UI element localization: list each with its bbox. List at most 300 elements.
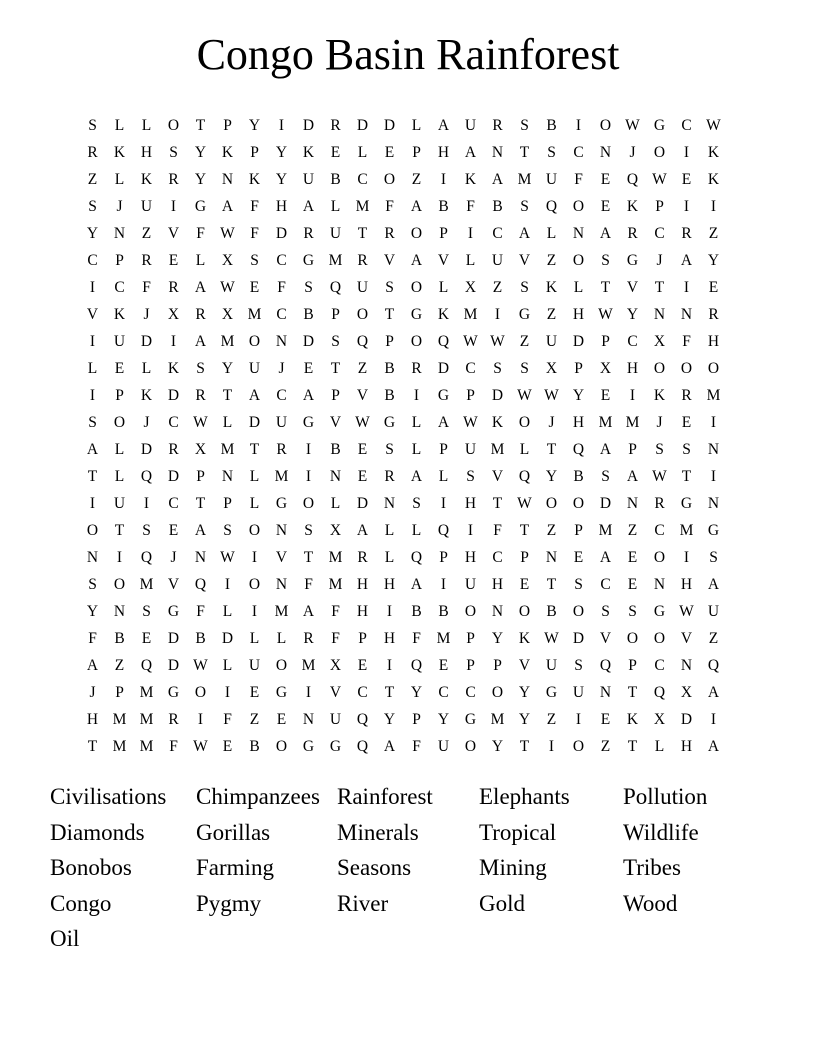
grid-letter: F [682,333,691,350]
grid-letter: C [357,171,368,188]
grid-letter: G [626,252,639,269]
grid-letter: C [573,144,584,161]
grid-letter: N [572,225,585,242]
grid-letter: W [220,279,235,296]
grid-letter: O [248,576,261,593]
grid-letter: K [464,171,477,188]
grid-letter: C [627,333,638,350]
grid-letter: H [680,576,693,593]
grid-letter: R [681,387,692,404]
grid-letter: L [384,549,395,566]
grid-letter: J [548,414,555,431]
word-list-item: Minerals [337,819,419,845]
grid-letter: M [355,198,370,215]
grid-letter: T [600,279,611,296]
grid-letter: N [221,468,234,485]
grid-letter: M [598,414,613,431]
grid-letter: V [626,279,639,296]
grid-letter: E [330,144,341,161]
grid-letter: T [519,522,530,539]
grid-letter: Q [356,333,369,350]
grid-letter: I [251,603,258,620]
grid-letter: S [520,279,529,296]
grid-letter: M [463,306,478,323]
grid-letter: T [384,306,395,323]
grid-letter: G [302,252,315,269]
grid-letter: Y [275,171,288,188]
word-list-item: Wildlife [623,819,699,845]
grid-letter: T [492,495,503,512]
grid-letter: V [275,549,288,566]
grid-letter: H [464,549,477,566]
grid-letter: I [629,387,636,404]
grid-letter: S [385,441,394,458]
grid-letter: C [438,684,449,701]
grid-letter: U [140,198,153,215]
grid-letter: A [599,549,612,566]
grid-letter: X [194,441,207,458]
grid-letter: O [410,333,423,350]
grid-letter: E [600,171,611,188]
grid-letter: B [330,171,341,188]
grid-letter: L [249,630,260,647]
grid-letter: I [305,684,312,701]
grid-letter: O [113,576,126,593]
grid-letter: W [598,306,613,323]
grid-letter: M [274,468,289,485]
grid-letter: R [411,360,422,377]
grid-letter: F [196,603,205,620]
grid-letter: W [652,171,667,188]
grid-letter: Q [545,198,558,215]
grid-letter: U [464,441,477,458]
grid-letter: G [410,306,423,323]
grid-letter: A [248,387,261,404]
grid-letter: M [274,603,289,620]
grid-letter: E [249,684,260,701]
grid-letter: L [114,171,125,188]
grid-letter: Z [600,738,611,755]
grid-letter: I [575,117,582,134]
grid-letter: R [168,711,179,728]
grid-letter: N [275,576,288,593]
grid-letter: D [383,117,396,134]
grid-letter: U [356,279,369,296]
grid-letter: O [518,414,531,431]
grid-letter: L [519,441,530,458]
grid-letter: M [301,657,316,674]
grid-letter: S [304,522,313,539]
grid-letter: D [302,333,315,350]
grid-letter: D [248,414,261,431]
grid-letter: W [652,468,667,485]
grid-letter: P [439,225,448,242]
grid-letter: M [328,252,343,269]
grid-letter: W [517,387,532,404]
grid-letter: I [413,387,420,404]
grid-letter: S [709,549,718,566]
grid-letter: Q [437,333,450,350]
grid-letter: V [86,306,99,323]
grid-letter: L [465,252,476,269]
grid-letter: G [275,684,288,701]
grid-letter: A [302,603,315,620]
grid-letter: L [573,279,584,296]
grid-letter: L [87,360,98,377]
grid-letter: Z [492,279,503,296]
grid-letter: O [653,630,666,647]
grid-letter: F [331,630,340,647]
grid-letter: Y [194,144,207,161]
grid-letter: O [572,252,585,269]
grid-letter: T [249,441,260,458]
grid-letter: A [410,252,423,269]
grid-letter: A [599,441,612,458]
grid-letter: E [141,630,152,647]
grid-letter: O [113,414,126,431]
grid-letter: B [546,117,557,134]
grid-letter: A [491,171,504,188]
grid-letter: Z [546,522,557,539]
grid-letter: C [465,684,476,701]
grid-letter: S [466,468,475,485]
grid-letter: I [224,684,231,701]
grid-letter: L [141,117,152,134]
grid-letter: E [357,657,368,674]
grid-letter: C [492,225,503,242]
grid-letter: W [220,225,235,242]
word-list [50,779,773,957]
word-list-column [50,779,196,957]
grid-letter: U [329,711,342,728]
grid-letter: I [467,522,474,539]
grid-letter: I [386,603,393,620]
grid-letter: M [517,171,532,188]
grid-letter: O [491,684,504,701]
grid-letter: E [627,576,638,593]
grid-letter: K [545,279,558,296]
grid-letter: R [654,495,665,512]
grid-letter: L [546,225,557,242]
grid-letter: I [278,117,285,134]
grid-letter: O [464,603,477,620]
grid-letter: I [251,549,258,566]
grid-letter: J [629,144,636,161]
grid-letter: K [437,306,450,323]
grid-letter: A [626,468,639,485]
grid-letter: D [302,117,315,134]
grid-letter: T [222,387,233,404]
grid-letter: W [490,333,505,350]
grid-letter: Q [626,171,639,188]
grid-letter: K [113,144,126,161]
grid-letter: D [140,441,153,458]
grid-letter: M [139,738,154,755]
grid-letter: T [87,738,98,755]
grid-letter: U [464,576,477,593]
grid-letter: W [517,495,532,512]
grid-letter: H [275,198,288,215]
grid-letter: F [277,279,286,296]
grid-letter: D [680,711,693,728]
grid-letter: X [221,252,234,269]
grid-letter: T [627,738,638,755]
grid-letter: G [545,684,558,701]
grid-letter: O [545,495,558,512]
grid-letter: M [139,684,154,701]
grid-letter: A [680,252,693,269]
grid-letter: F [88,630,97,647]
grid-letter: L [141,360,152,377]
grid-letter: A [410,198,423,215]
grid-letter: Z [546,711,557,728]
grid-letter: I [116,549,123,566]
grid-letter: E [708,279,719,296]
grid-letter: T [519,144,530,161]
grid-letter: O [275,738,288,755]
grid-letter: O [572,738,585,755]
grid-letter: G [194,198,207,215]
grid-letter: F [466,198,475,215]
grid-letter: E [573,549,584,566]
grid-letter: N [491,144,504,161]
grid-letter: H [464,495,477,512]
grid-letter: T [195,495,206,512]
grid-letter: U [437,738,450,755]
grid-letter: Y [410,684,423,701]
grid-letter: M [679,522,694,539]
grid-letter: S [331,333,340,350]
grid-letter: L [114,468,125,485]
grid-letter: L [222,657,233,674]
grid-letter: P [385,333,394,350]
grid-letter: U [707,603,720,620]
grid-letter: L [438,468,449,485]
word-list-item: Bonobos [50,855,132,880]
grid-letter: Q [410,657,423,674]
grid-letter: P [439,549,448,566]
grid-letter: E [681,171,692,188]
grid-letter: M [220,441,235,458]
grid-letter: D [221,630,234,647]
grid-letter: N [707,441,720,458]
grid-letter: E [681,414,692,431]
grid-letter: O [572,495,585,512]
grid-letter: L [411,441,422,458]
grid-letter: R [681,225,692,242]
grid-letter: S [574,576,583,593]
grid-letter: L [249,468,260,485]
grid-letter: P [115,252,124,269]
grid-letter: C [168,414,179,431]
grid-letter: P [331,306,340,323]
grid-letter: E [357,441,368,458]
word-list-item: Tropical [479,819,557,845]
grid-letter: C [654,225,665,242]
grid-letter: B [249,738,260,755]
grid-letter: P [655,198,664,215]
grid-letter: Y [275,144,288,161]
grid-letter: B [438,198,449,215]
grid-letter: U [545,333,558,350]
word-list-item: Seasons [337,855,412,880]
grid-letter: E [438,657,449,674]
grid-letter: N [329,468,342,485]
grid-letter: S [88,117,97,134]
grid-letter: M [706,387,721,404]
grid-letter: G [518,306,531,323]
grid-letter: I [89,333,96,350]
grid-letter: N [113,225,126,242]
grid-letter: S [655,441,664,458]
word-list-item: Pollution [623,784,708,809]
word-list-item: Gorillas [196,819,271,845]
grid-letter: B [330,441,341,458]
grid-letter: C [276,252,287,269]
grid-letter: U [113,333,126,350]
grid-letter: W [463,333,478,350]
grid-letter: C [600,576,611,593]
grid-letter: D [275,225,288,242]
grid-letter: Z [87,171,98,188]
grid-letter: H [626,360,639,377]
grid-letter: V [518,252,531,269]
grid-letter: R [195,306,206,323]
grid-letter: N [86,549,99,566]
grid-letter: S [88,414,97,431]
grid-letter: D [356,117,369,134]
grid-letter: O [86,522,99,539]
word-list-item: Diamonds [50,819,145,845]
grid-letter: Q [356,738,369,755]
grid-letter: P [412,144,421,161]
grid-letter: T [357,225,368,242]
grid-letter: Y [383,711,396,728]
grid-letter: L [411,522,422,539]
grid-letter: F [412,738,421,755]
grid-letter: O [410,225,423,242]
grid-letter: R [168,279,179,296]
grid-letter: M [490,711,505,728]
grid-letter: W [679,603,694,620]
grid-letter: P [628,441,637,458]
grid-letter: N [221,171,234,188]
grid-letter: L [357,144,368,161]
grid-letter: Q [140,468,153,485]
grid-letter: I [143,495,150,512]
grid-letter: A [302,387,315,404]
grid-letter: P [466,630,475,647]
grid-letter: D [167,468,180,485]
grid-letter: E [222,738,233,755]
grid-letter: F [250,198,259,215]
grid-letter: D [167,657,180,674]
grid-letter: O [653,360,666,377]
grid-letter: A [707,576,720,593]
grid-letter: Z [249,711,260,728]
grid-letter: A [410,468,423,485]
grid-letter: Z [546,306,557,323]
grid-letter: I [683,144,690,161]
grid-letter: K [707,171,720,188]
grid-letter: A [194,279,207,296]
grid-letter: M [220,333,235,350]
grid-letter: H [707,333,720,350]
grid-letter: A [464,144,477,161]
grid-letter: O [275,657,288,674]
grid-letter: R [303,225,314,242]
grid-letter: Z [114,657,125,674]
grid-letter: T [384,684,395,701]
grid-letter: L [276,630,287,647]
grid-letter: C [87,252,98,269]
grid-letter: R [303,630,314,647]
grid-letter: N [383,495,396,512]
grid-letter: I [305,468,312,485]
grid-letter: C [654,657,665,674]
word-list-column [479,779,623,921]
grid-letter: H [383,630,396,647]
grid-letter: V [491,468,504,485]
grid-letter: S [142,522,151,539]
grid-letter: I [170,333,177,350]
grid-letter: Q [437,522,450,539]
grid-letter: P [439,441,448,458]
grid-letter: Q [356,711,369,728]
grid-letter: B [411,603,422,620]
grid-letter: Q [140,657,153,674]
grid-letter: S [88,198,97,215]
grid-letter: M [625,414,640,431]
grid-letter: K [491,414,504,431]
grid-letter: Y [437,711,450,728]
grid-letter: X [167,306,180,323]
grid-letter: C [168,495,179,512]
grid-letter: P [493,657,502,674]
grid-letter: G [437,387,450,404]
page-title: Congo Basin Rainforest [196,30,620,79]
grid-letter: S [574,657,583,674]
grid-letter: T [303,549,314,566]
grid-letter: E [519,576,530,593]
grid-letter: P [115,387,124,404]
grid-letter: Y [221,360,234,377]
grid-letter: Y [491,630,504,647]
grid-letter: M [112,738,127,755]
grid-letter: N [302,711,315,728]
grid-letter: A [383,738,396,755]
grid-letter: O [167,117,180,134]
grid-letter: C [465,360,476,377]
grid-letter: U [275,414,288,431]
grid-letter: D [599,495,612,512]
grid-letter: N [680,306,693,323]
grid-letter: V [167,576,180,593]
grid-letter: D [437,360,450,377]
grid-letter: I [440,576,447,593]
grid-letter: A [437,117,450,134]
grid-letter: H [572,414,585,431]
grid-letter: I [89,387,96,404]
grid-letter: V [167,225,180,242]
grid-letter: D [167,387,180,404]
grid-letter: M [112,711,127,728]
grid-letter: P [412,711,421,728]
grid-letter: R [357,549,368,566]
grid-letter: Z [519,333,530,350]
grid-letter: I [89,279,96,296]
grid-letter: U [248,657,261,674]
